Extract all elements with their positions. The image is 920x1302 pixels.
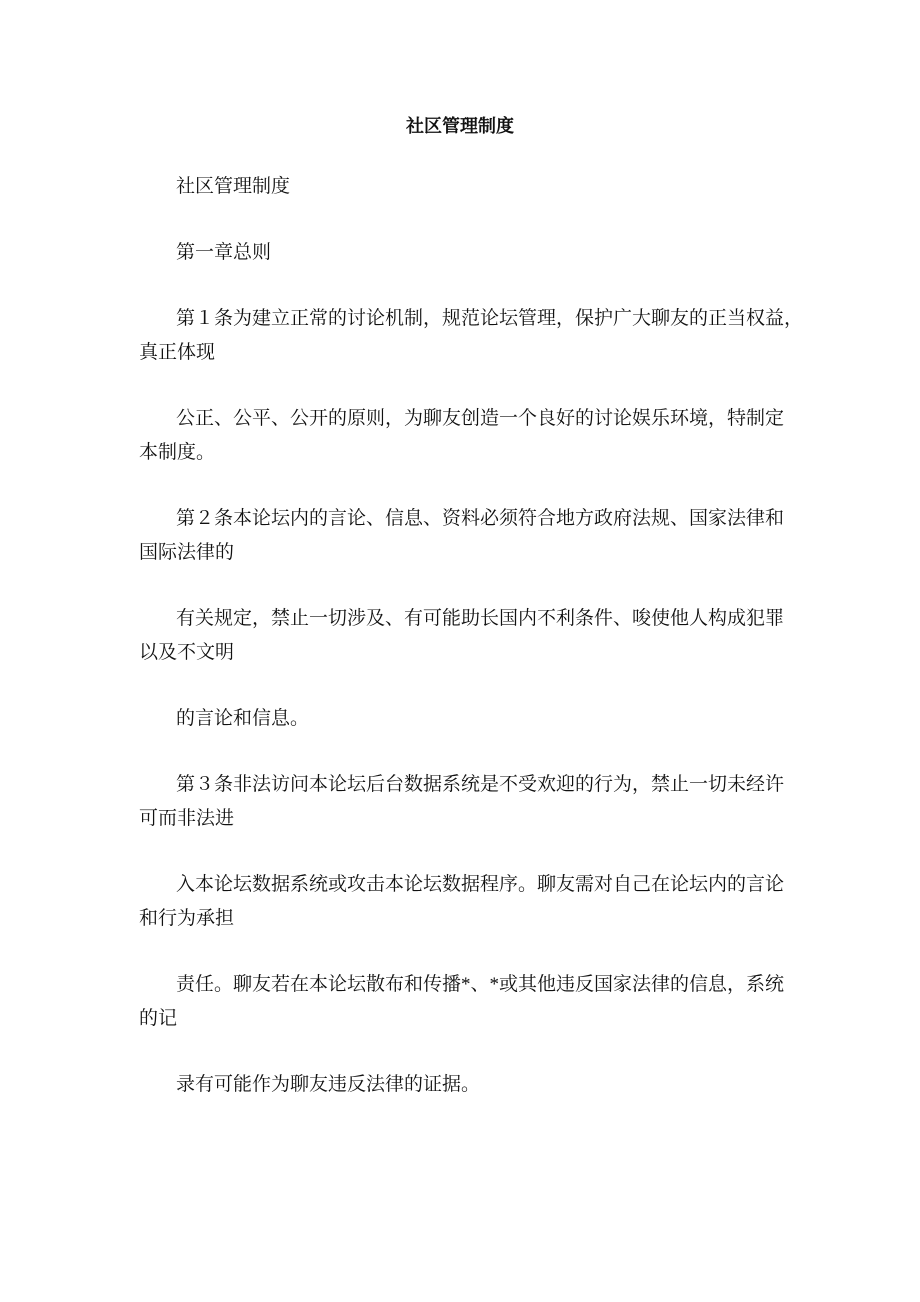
paragraph-line: 有关规定，禁止一切涉及、有可能助长国内不利条件、唆使他人构成犯罪 <box>176 608 785 629</box>
paragraph <box>139 502 819 570</box>
paragraph-line: 国际法律的 <box>139 542 235 563</box>
paragraph <box>139 768 819 836</box>
document-title: 社区管理制度 <box>406 116 514 136</box>
paragraph <box>139 170 819 204</box>
paragraph-line: 真正体现 <box>139 342 216 363</box>
document-body <box>139 170 819 1134</box>
paragraph <box>139 702 819 736</box>
paragraph <box>139 968 819 1036</box>
paragraph-line: 可而非法进 <box>139 808 235 829</box>
paragraph-line: 以及不文明 <box>139 642 235 663</box>
paragraph-line: 第３条非法访问本论坛后台数据系统是不受欢迎的行为，禁止一切未经许 <box>176 774 785 795</box>
chapter-heading <box>139 236 819 270</box>
paragraph <box>139 602 819 670</box>
paragraph <box>139 1068 819 1102</box>
paragraph-line: 录有可能作为聊友违反法律的证据。 <box>176 1074 481 1095</box>
paragraph-line: 第１条为建立正常的讨论机制，规范论坛管理，保护广大聊友的正当权益， <box>176 308 804 329</box>
paragraph <box>139 402 819 470</box>
paragraph-line: 责任。聊友若在本论坛散布和传播*、*或其他违反国家法律的信息，系统 <box>176 974 785 995</box>
paragraph-line: 公正、公平、公开的原则，为聊友创造一个良好的讨论娱乐环境，特制定 <box>176 408 785 429</box>
paragraph-line: 第一章总则 <box>176 242 272 263</box>
paragraph <box>139 868 819 936</box>
paragraph-line: 的记 <box>139 1008 178 1029</box>
paragraph-line: 入本论坛数据系统或攻击本论坛数据程序。聊友需对自己在论坛内的言论 <box>176 874 785 895</box>
paragraph-line: 社区管理制度 <box>176 176 291 197</box>
paragraph-line: 和行为承担 <box>139 908 235 929</box>
paragraph-line: 的言论和信息。 <box>176 708 310 729</box>
paragraph <box>139 302 819 370</box>
paragraph-line: 第２条本论坛内的言论、信息、资料必须符合地方政府法规、国家法律和 <box>176 508 785 529</box>
paragraph-line: 本制度。 <box>139 442 216 463</box>
